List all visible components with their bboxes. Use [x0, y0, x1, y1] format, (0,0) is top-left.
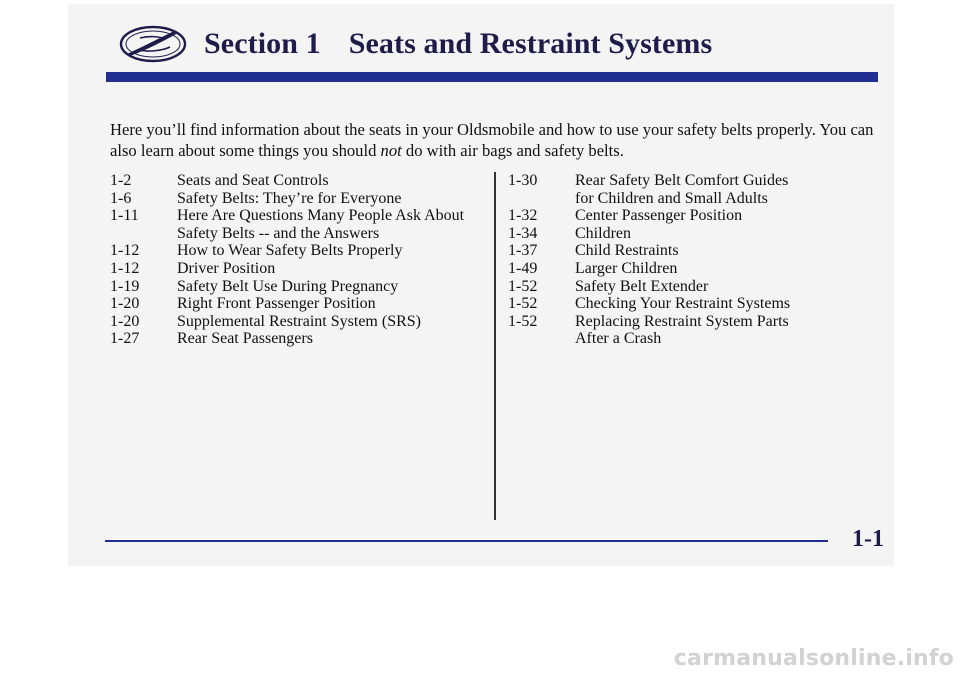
intro-text-end: do with air bags and safety belts. [401, 141, 624, 160]
entry-page-number: 1-11 [110, 207, 139, 225]
entry-page-number: 1-19 [110, 277, 140, 295]
contents-entry[interactable] [110, 190, 480, 208]
contents-entry[interactable] [110, 172, 480, 190]
contents-entry[interactable] [110, 260, 480, 278]
section-number: Section 1 [204, 27, 321, 60]
contents-entry[interactable] [508, 313, 868, 348]
entry-page-number: 1-12 [110, 259, 140, 277]
entry-title: Here Are Questions Many People Ask About Safety Belts -- and the Answers [177, 207, 465, 242]
entry-page-number: 1-6 [110, 189, 132, 207]
entry-page-number: 1-34 [508, 224, 538, 242]
contents-entry[interactable] [508, 260, 868, 278]
contents-entry[interactable] [110, 330, 480, 348]
intro-text-start: Here you’ll find information about the seats in your Oldsmobile and how to use your safety belts properly. You can also learn about some things you should [110, 120, 874, 160]
entry-title: Larger Children [575, 259, 678, 277]
contents-entry[interactable] [110, 278, 480, 296]
intro-emphasis: not [380, 141, 402, 160]
entry-page-number: 1-30 [508, 172, 538, 189]
entry-page-number: 1-20 [110, 312, 140, 330]
contents-entry[interactable] [110, 207, 480, 242]
entry-page-number: 1-20 [110, 295, 140, 313]
watermark: carmanualsonline.info [673, 646, 954, 671]
contents-entry[interactable] [508, 295, 868, 313]
entry-title: Driver Position [177, 259, 276, 277]
entry-title: Center Passenger Position [575, 207, 743, 225]
contents-entry[interactable] [508, 278, 868, 296]
section-title: Seats and Restraint Systems [348, 27, 713, 60]
entry-page-number: 1-12 [110, 242, 140, 260]
entry-title: How to Wear Safety Belts Properly [177, 242, 403, 260]
contents-entry[interactable] [508, 172, 868, 207]
entry-title: Children [575, 224, 631, 242]
entry-title: Right Front Passenger Position [177, 295, 376, 313]
entry-title: Rear Safety Belt Comfort Guides for Children and Small Adults [575, 172, 789, 207]
contents-entry[interactable] [508, 225, 868, 243]
entry-page-number: 1-2 [110, 172, 132, 189]
contents-entry[interactable] [110, 295, 480, 313]
entry-title: Checking Your Restraint Systems [575, 295, 791, 313]
entry-title: Replacing Restraint System Parts After a Crash [575, 312, 789, 348]
entry-title: Rear Seat Passengers [177, 330, 313, 348]
entry-page-number: 1-37 [508, 242, 538, 260]
intro-paragraph [110, 119, 880, 161]
entry-title: Safety Belt Use During Pregnancy [177, 277, 399, 295]
contents-right-column [508, 172, 868, 348]
entry-page-number: 1-52 [508, 312, 538, 330]
entry-page-number: 1-52 [508, 277, 538, 295]
footer-rule [105, 540, 828, 542]
entry-page-number: 1-49 [508, 259, 538, 277]
section-header [118, 22, 712, 66]
contents-entry[interactable] [110, 313, 480, 331]
oldsmobile-rocket-logo-icon [118, 24, 188, 64]
entry-page-number: 1-52 [508, 295, 538, 313]
entry-page-number: 1-27 [110, 330, 140, 348]
contents-left-column [110, 172, 480, 348]
entry-title: Safety Belts: They’re for Everyone [177, 189, 402, 207]
column-divider [494, 172, 496, 520]
contents-entry[interactable] [508, 242, 868, 260]
entry-title: Child Restraints [575, 242, 679, 260]
entry-title: Supplemental Restraint System (SRS) [177, 312, 421, 330]
entry-page-number: 1-32 [508, 207, 538, 225]
header-divider-bar [106, 72, 878, 82]
contents-entry[interactable] [508, 207, 868, 225]
entry-title: Safety Belt Extender [575, 277, 709, 295]
page-number: 1-1 [852, 526, 884, 552]
contents-entry[interactable] [110, 242, 480, 260]
entry-title: Seats and Seat Controls [177, 172, 329, 189]
